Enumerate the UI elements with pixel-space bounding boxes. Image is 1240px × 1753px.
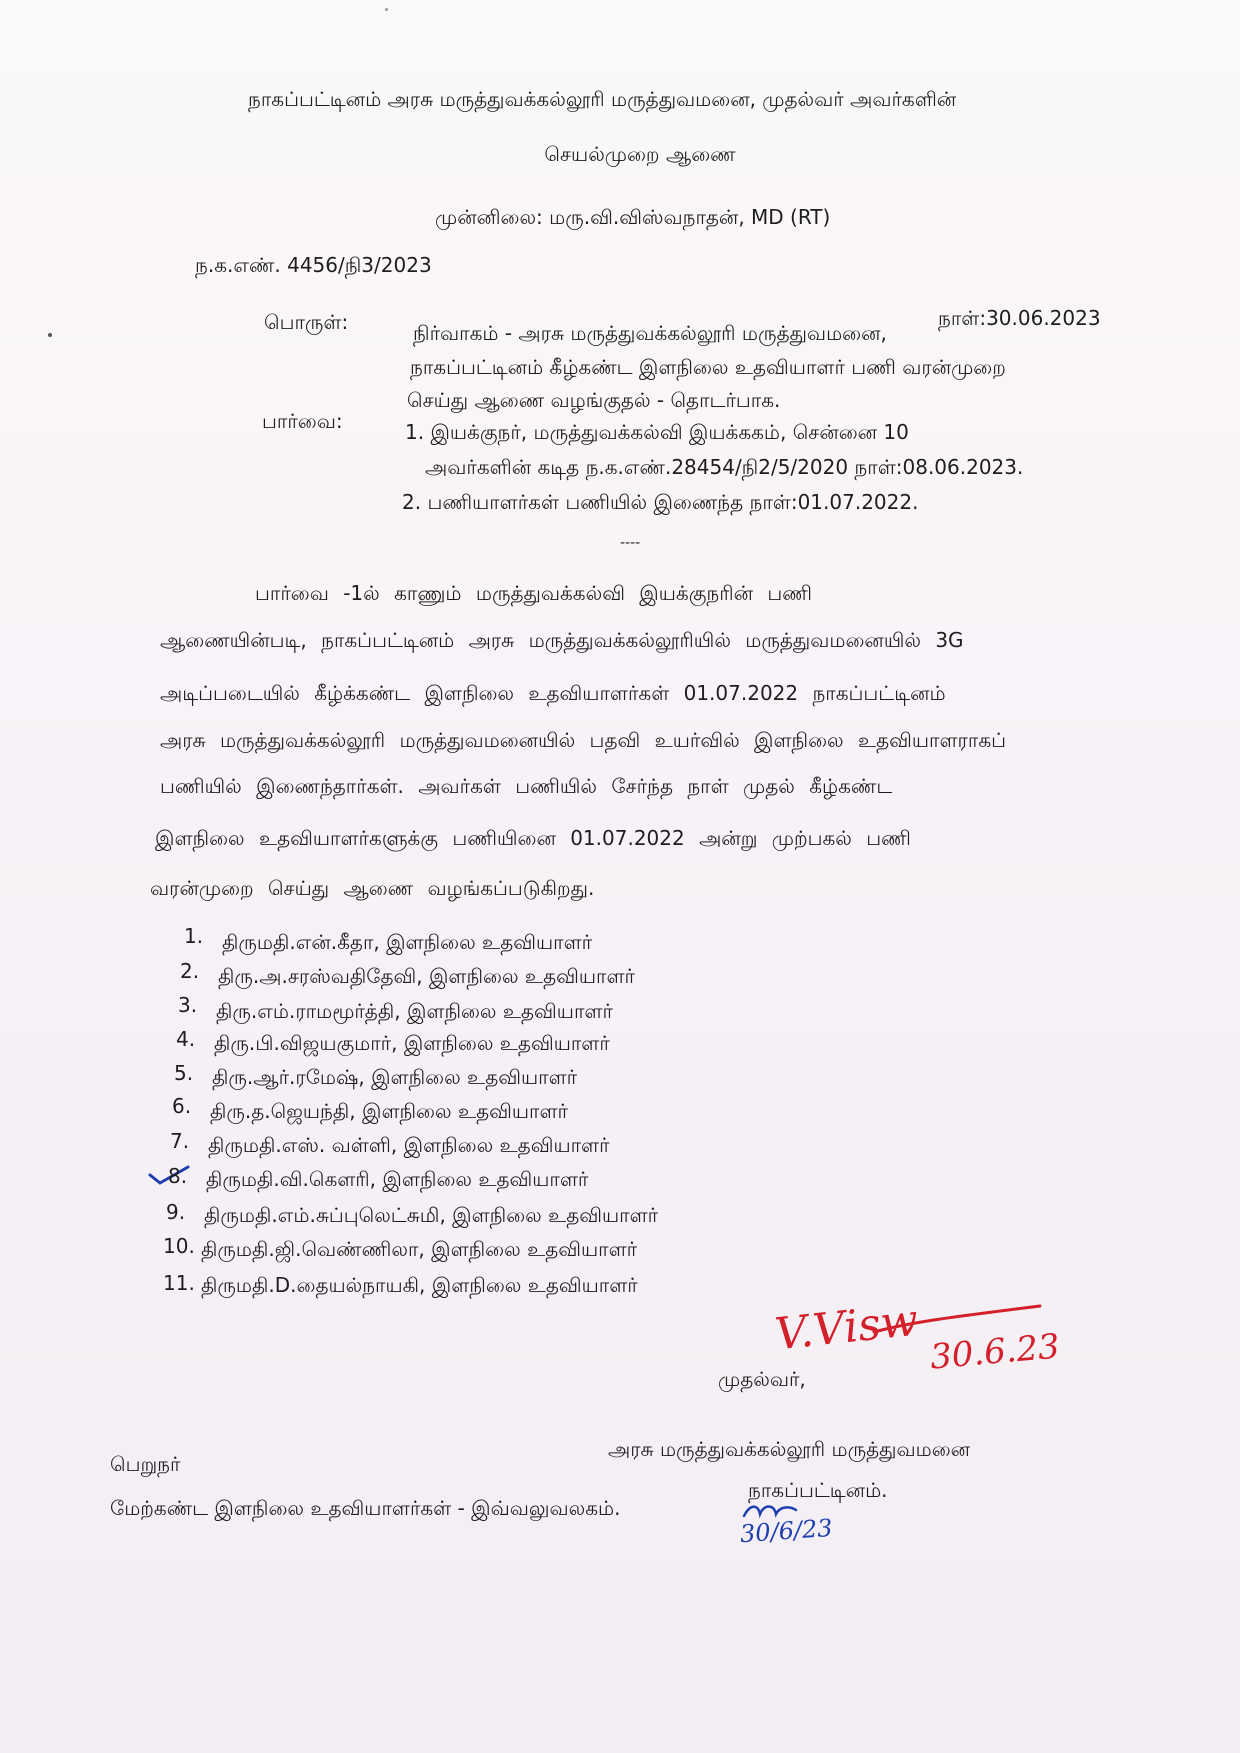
list-item: திரு.அ.சரஸ்வதிதேவி, இளநிலை உதவியாளர் <box>218 964 635 988</box>
list-item-number: 5. <box>174 1061 194 1085</box>
list-item-number: 1. <box>184 924 204 948</box>
list-item-number: 9. <box>166 1200 186 1224</box>
reference-line: 1. இயக்குநர், மருத்துவக்கல்வி இயக்ககம், சென்னை 10 <box>405 420 909 444</box>
body-line: பணியில் இணைந்தார்கள். அவர்கள் பணியில் சேர்ந்த நாள் முதல் கீழ்கண்ட <box>160 774 893 798</box>
list-item: திருமதி.எஸ். வள்ளி, இளநிலை உதவியாளர் <box>208 1133 610 1157</box>
body-line: வரன்முறை செய்து ஆணை வழங்கப்படுகிறது. <box>150 876 595 900</box>
recipient-line: மேற்கண்ட இளநிலை உதவியாளர்கள் - இவ்வலுவலகம். <box>110 1496 621 1520</box>
list-item-number: 6. <box>172 1094 192 1118</box>
list-item-number: 3. <box>178 993 198 1017</box>
body-line: பார்வை -1ல் காணும் மருத்துவக்கல்வி இயக்குநரின் பணி <box>255 581 812 605</box>
order-date: நாள்:30.06.2023 <box>938 306 1101 330</box>
list-item-number: 8. <box>168 1164 188 1188</box>
reference-number: ந.க.எண். 4456/நி3/2023 <box>195 253 432 277</box>
header-line-1: நாகப்பட்டினம் அரசு மருத்துவக்கல்லூரி மருத்துவமனை, முதல்வர் அவர்களின் <box>248 87 957 111</box>
list-item: திரு.பி.விஜயகுமார், இளநிலை உதவியாளர் <box>214 1031 610 1055</box>
body-line: அடிப்படையில் கீழ்க்கண்ட இளநிலை உதவியாளர்கள் 01.07.2022 நாகப்பட்டினம் <box>160 681 946 705</box>
body-line: ஆணையின்படி, நாகப்பட்டினம் அரசு மருத்துவக்கல்லூரியில் மருத்துவமனையில் 3G <box>160 628 964 652</box>
reference-line: அவர்களின் கடித ந.க.எண்.28454/நி2/5/2020 நாள்:08.06.2023. <box>425 455 1024 479</box>
principal-org: அரசு மருத்துவக்கல்லூரி மருத்துவமனை <box>608 1437 971 1461</box>
subject-label: பொருள்: <box>264 310 349 334</box>
list-item-number: 4. <box>176 1027 196 1051</box>
presence-line: முன்னிலை: மரு.வி.விஸ்வநாதன், MD (RT) <box>435 205 831 229</box>
list-item: திரு.ஆர்.ரமேஷ், இளநிலை உதவியாளர் <box>212 1065 578 1089</box>
reference-line: 2. பணியாளர்கள் பணியில் இணைந்த நாள்:01.07.2022. <box>402 490 919 514</box>
list-item-number: 10. <box>163 1234 195 1258</box>
list-item: திருமதி.என்.கீதா, இளநிலை உதவியாளர் <box>222 930 593 954</box>
list-item: திருமதி.D.தையல்நாயகி, இளநிலை உதவியாளர் <box>201 1273 638 1297</box>
list-item: திருமதி.எம்.சுப்புலெட்சுமி, இளநிலை உதவியாளர் <box>204 1203 659 1227</box>
principal-title: முதல்வர், <box>718 1367 806 1391</box>
list-item: திருமதி.ஜி.வெண்ணிலா, இளநிலை உதவியாளர் <box>201 1237 638 1261</box>
subject-line: நாகப்பட்டினம் கீழ்கண்ட இளநிலை உதவியாளர் பணி வரன்முறை <box>410 355 1006 379</box>
list-item: திரு.எம்.ராமமூர்த்தி, இளநிலை உதவியாளர் <box>216 999 613 1023</box>
list-item-number: 2. <box>180 959 200 983</box>
principal-place: நாகப்பட்டினம். <box>748 1478 888 1502</box>
body-line: இளநிலை உதவியாளர்களுக்கு பணியினை 01.07.2022 அன்று முற்பகல் பணி <box>155 826 911 850</box>
list-item: திருமதி.வி.கௌரி, இளநிலை உதவியாளர் <box>206 1167 589 1191</box>
stamp-date: 30/6/23 <box>739 1513 834 1549</box>
signature-initials: V.Visw <box>772 1294 921 1361</box>
subject-line: நிர்வாகம் - அரசு மருத்துவக்கல்லூரி மருத்துவமனை, <box>413 321 887 345</box>
list-item-number: 7. <box>170 1129 190 1153</box>
reference-divider: ---- <box>620 535 641 551</box>
body-line: அரசு மருத்துவக்கல்லூரி மருத்துவமனையில் பதவி உயர்வில் இளநிலை உதவியாளராகப் <box>160 728 1007 752</box>
signature-date: 30.6.23 <box>928 1326 1062 1378</box>
list-item: திரு.த.ஜெயந்தி, இளநிலை உதவியாளர் <box>210 1099 568 1123</box>
list-item-number: 11. <box>163 1271 195 1295</box>
reference-label: பார்வை: <box>262 409 343 433</box>
subject-line: செய்து ஆணை வழங்குதல் - தொடர்பாக. <box>407 388 781 412</box>
header-line-2: செயல்முறை ஆணை <box>544 142 736 166</box>
stray-mark <box>385 8 388 11</box>
recipient-label: பெறுநர் <box>110 1452 181 1476</box>
stray-mark <box>48 333 52 337</box>
